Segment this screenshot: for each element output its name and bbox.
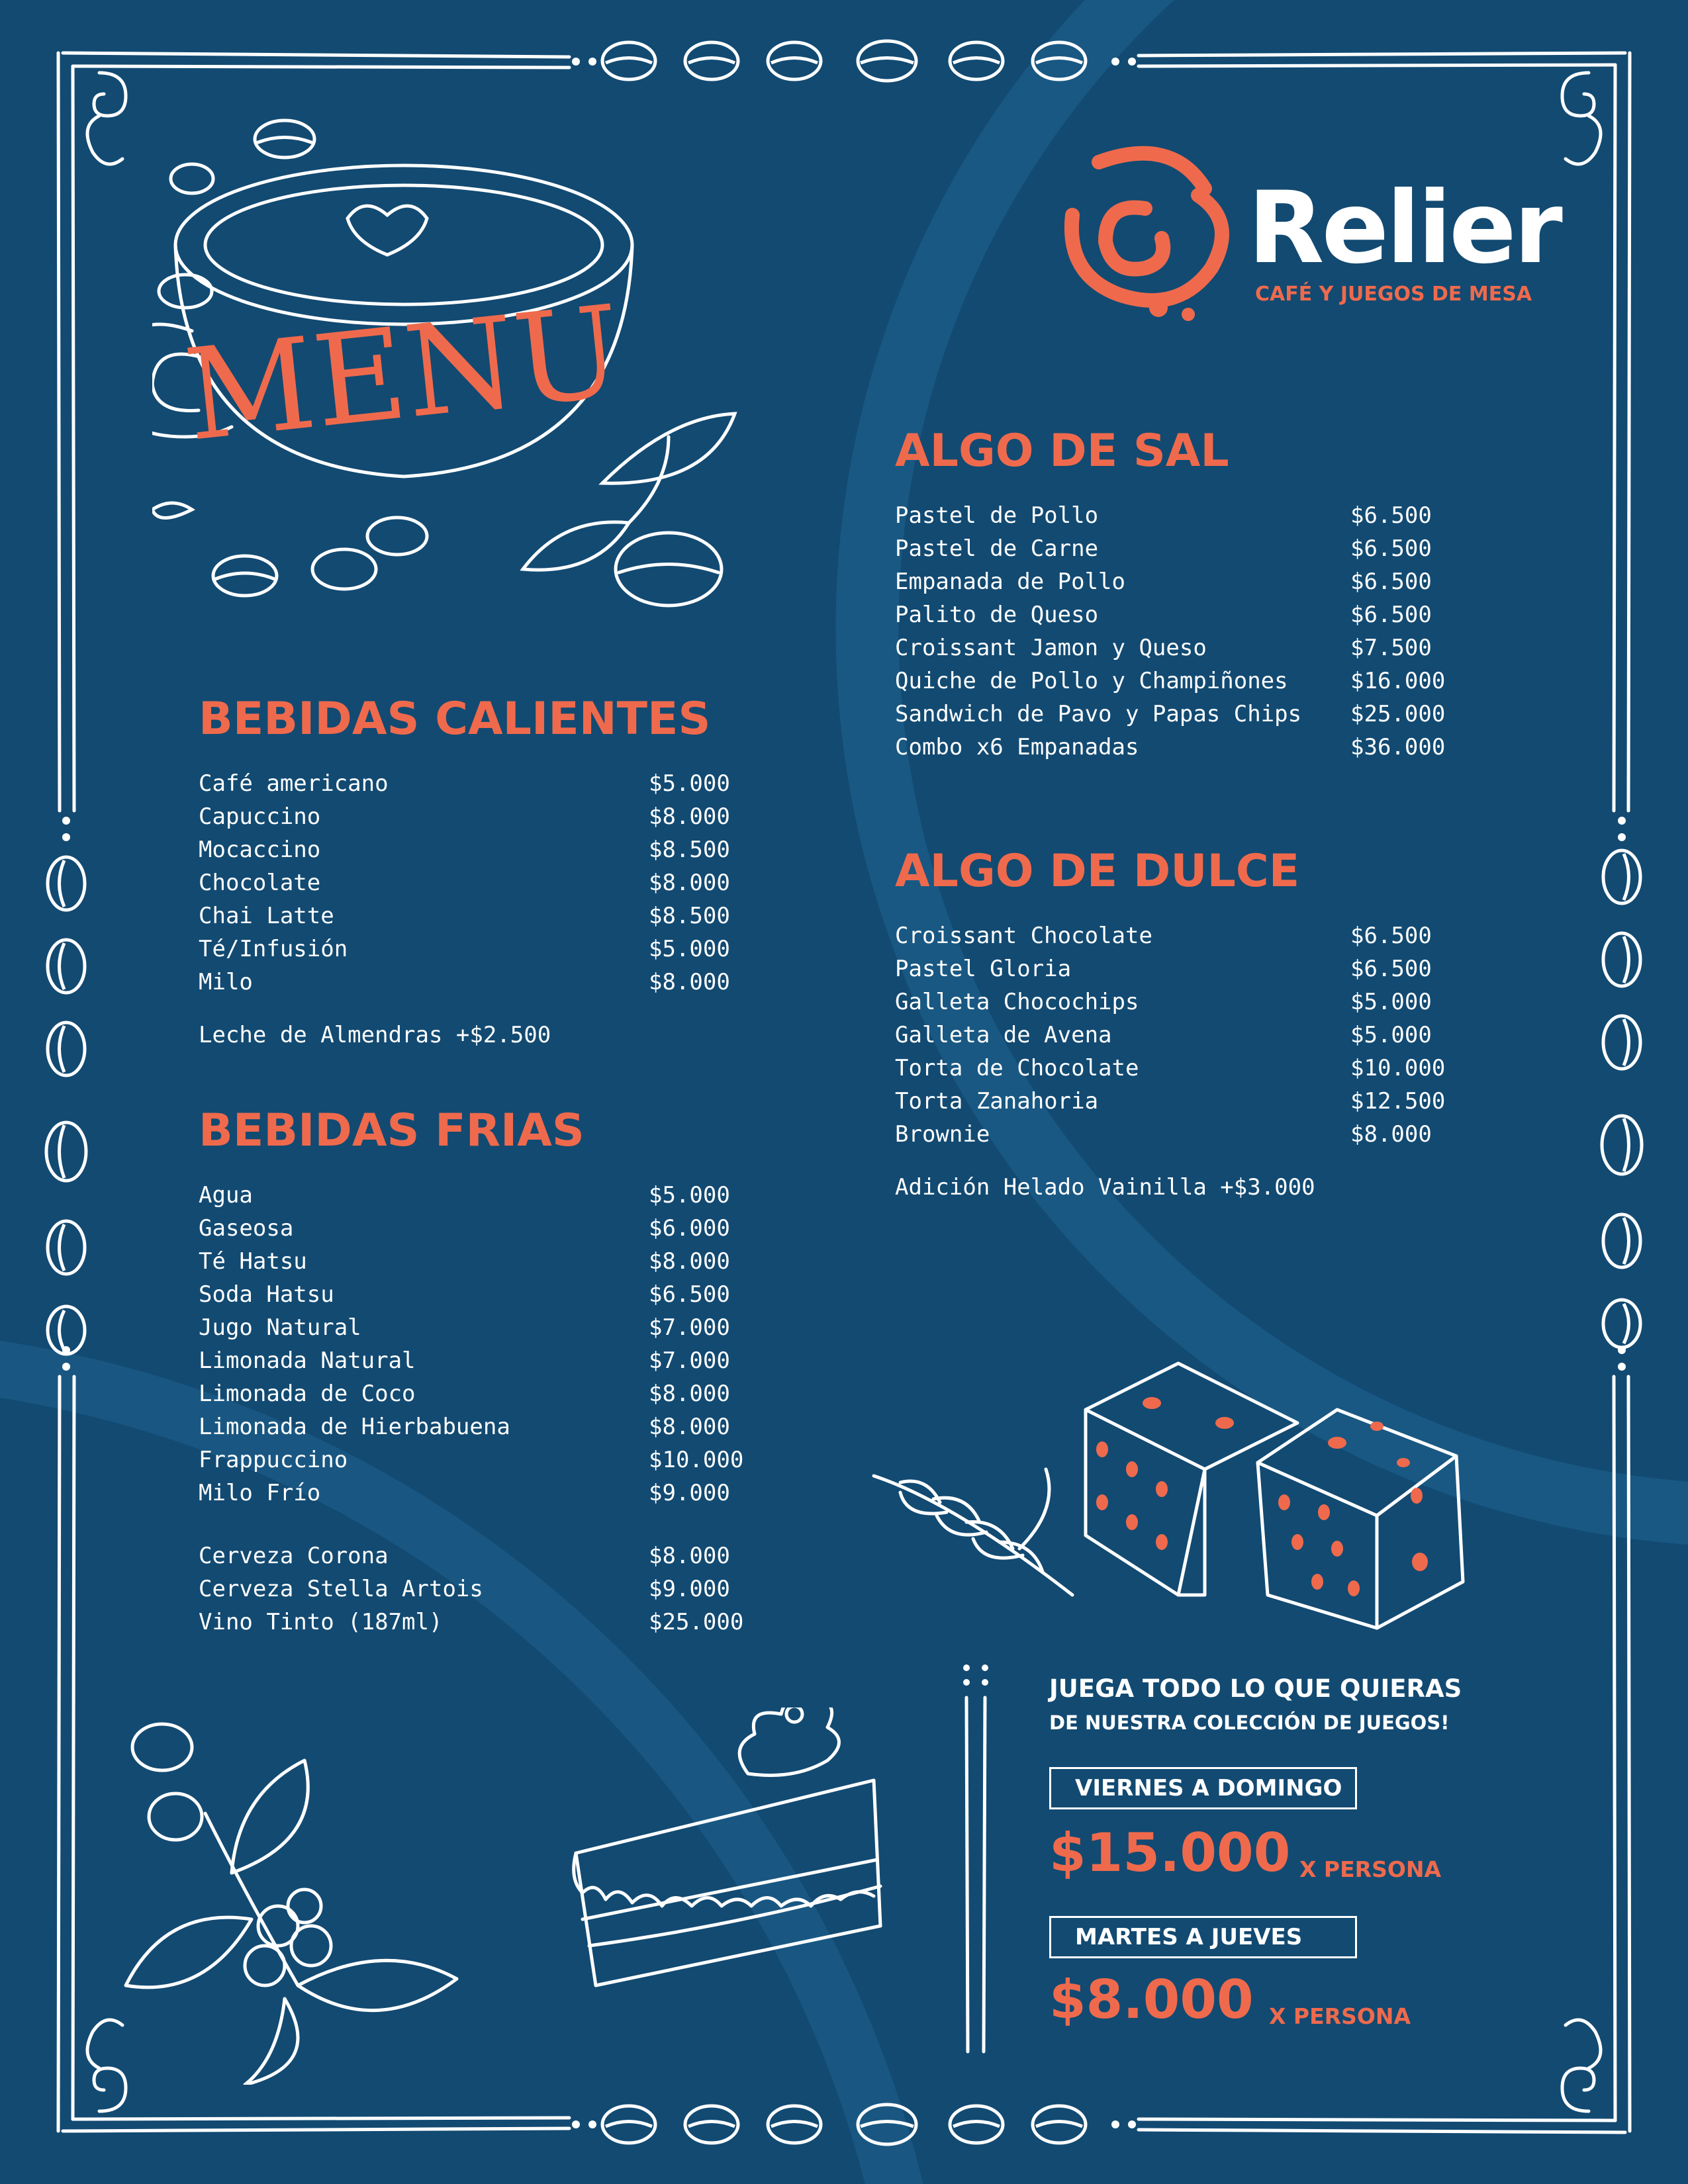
menu-item-price: $8.000 [649,1380,730,1407]
menu-item-price: $10.000 [1350,1054,1446,1081]
menu-item-name: Capuccino [199,803,321,830]
menu-item-name: Jugo Natural [199,1314,361,1341]
menu-item-price: $36.000 [1350,733,1446,760]
menu-item-name: Frappuccino [199,1446,348,1473]
menu-item-row [895,664,1491,698]
menu-item-price: $5.000 [649,935,730,962]
promo-headline: JUEGA TODO LO QUE QUIERAS [1049,1674,1462,1703]
menu-item-row [199,1443,794,1477]
menu-item-price: $5.000 [649,1181,730,1208]
menu-item-price: $6.000 [649,1214,730,1242]
menu-item-row [199,1477,794,1510]
section-algo-de-dulce [895,847,1491,1204]
menu-item-name: Galleta Chocochips [895,988,1139,1015]
menu-item-name: Palito de Queso [895,601,1099,628]
coffee-cup-illustration [152,113,748,629]
menu-item-row [895,698,1491,731]
menu-item-row [199,833,794,866]
menu-item-price: $9.000 [649,1479,730,1506]
menu-item-row [895,565,1491,598]
plan-unit: X PERSONA [1299,1856,1442,1882]
menu-item-price: $8.000 [649,1248,730,1275]
menu-item-name: Chai Latte [199,902,334,929]
menu-item-row [199,1606,794,1639]
menu-item-row [199,1539,794,1572]
section-algo-de-sal [895,427,1491,764]
menu-item-name: Brownie [895,1120,990,1148]
menu-item-row [199,1572,794,1606]
bottom-illustrations [119,1707,900,2085]
games-promo [1049,1674,1513,2045]
dice-illustration [861,1350,1489,1641]
menu-item-price: $16.000 [1350,667,1446,694]
menu-item-price: $7.000 [649,1314,730,1341]
menu-item-name: Limonada Natural [199,1347,416,1374]
menu-item-row [895,1052,1491,1085]
item-list-extra [199,1539,794,1639]
cake-slice-illustration [574,1707,880,1985]
promo-subheadline: DE NUESTRA COLECCIÓN DE JUEGOS! [1049,1711,1450,1734]
menu-item-row [199,933,794,966]
coffee-branch-illustration [126,1724,457,2085]
menu-item-price: $6.500 [1350,502,1432,529]
menu-item-row [895,532,1491,565]
menu-item-price: $6.500 [1350,568,1432,595]
plan-days: VIERNES A DOMINGO [1049,1767,1357,1809]
menu-item-name: Limonada de Coco [199,1380,416,1407]
item-list [199,1179,794,1510]
menu-item-price: $6.500 [649,1281,730,1308]
menu-item-price: $5.000 [1350,988,1432,1015]
brand-tagline: CAFÉ Y JUEGOS DE MESA [1255,283,1532,306]
menu-item-name: Chocolate [199,869,321,896]
menu-item-price: $6.500 [1350,601,1432,628]
menu-item-row [199,966,794,999]
menu-item-name: Limonada de Hierbabuena [199,1413,510,1440]
section-bebidas-calientes [199,695,794,1052]
menu-item-name: Milo Frío [199,1479,321,1506]
menu-item-price: $6.500 [1350,922,1432,949]
brand-name: Relier [1248,171,1560,286]
menu-item-price: $7.000 [649,1347,730,1374]
menu-item-row [895,731,1491,764]
menu-item-row [895,1118,1491,1151]
promo-divider [959,1661,998,2058]
section-title: ALGO DE SAL [895,425,1229,477]
menu-item-price: $25.000 [649,1608,744,1635]
menu-item-price: $6.500 [1350,955,1432,982]
menu-item-price: $10.000 [649,1446,744,1473]
menu-item-name: Mocaccino [199,836,321,863]
menu-item-name: Combo x6 Empanadas [895,733,1139,760]
menu-item-row [895,598,1491,631]
plan-days: MARTES A JUEVES [1049,1916,1357,1958]
menu-item-row [199,1311,794,1344]
menu-item-row [895,919,1491,952]
plan-price: $8.000 [1049,1969,1254,2030]
menu-item-row [895,952,1491,985]
menu-item-row [199,866,794,899]
menu-item-name: Cerveza Corona [199,1542,389,1569]
menu-item-row [895,631,1491,664]
section-title: BEBIDAS CALIENTES [199,693,711,745]
menu-item-price: $8.000 [649,968,730,995]
menu-item-price: $5.000 [649,770,730,797]
menu-item-row [895,985,1491,1019]
menu-item-name: Torta Zanahoria [895,1087,1099,1115]
menu-item-price: $8.000 [649,869,730,896]
menu-item-price: $8.000 [649,1542,730,1569]
menu-item-row [199,1278,794,1311]
plan-unit: X PERSONA [1269,2003,1411,2029]
menu-item-name: Vino Tinto (187ml) [199,1608,443,1635]
item-list [895,499,1491,764]
menu-item-row [199,1179,794,1212]
menu-item-price: $8.000 [649,803,730,830]
menu-item-name: Pastel de Carne [895,535,1099,562]
menu-item-price: $8.500 [649,836,730,863]
menu-item-name: Té Hatsu [199,1248,307,1275]
menu-item-row [199,800,794,833]
menu-item-name: Galleta de Avena [895,1021,1112,1048]
menu-item-row [199,1377,794,1410]
menu-item-row [199,1245,794,1278]
menu-item-name: Milo [199,968,253,995]
menu-item-price: $8.000 [649,1413,730,1440]
section-note: Leche de Almendras +$2.500 [199,1021,551,1048]
menu-item-row [895,1085,1491,1118]
menu-item-row [199,899,794,933]
menu-item-name: Empanada de Pollo [895,568,1125,595]
menu-item-name: Soda Hatsu [199,1281,334,1308]
plan-price: $15.000 [1049,1822,1291,1884]
brand-logo [1059,136,1560,314]
menu-item-price: $5.000 [1350,1021,1432,1048]
menu-item-name: Pastel de Pollo [895,502,1099,529]
menu-item-row [895,1019,1491,1052]
relier-logo-icon [1059,136,1244,334]
menu-item-name: Gaseosa [199,1214,294,1242]
item-list [199,767,794,999]
coffee-bean-icon [602,2105,1086,2144]
menu-item-price: $8.000 [1350,1120,1432,1148]
menu-item-row [199,1344,794,1377]
item-list [895,919,1491,1151]
menu-item-name: Agua [199,1181,253,1208]
menu-item-row [895,499,1491,532]
menu-word: MENU [178,278,628,469]
coffee-bean-icon [602,41,1086,81]
menu-item-price: $25.000 [1350,700,1446,727]
menu-item-name: Quiche de Pollo y Champiñones [895,667,1288,694]
menu-item-name: Torta de Chocolate [895,1054,1139,1081]
menu-item-name: Pastel Gloria [895,955,1072,982]
menu-item-row [199,1212,794,1245]
menu-item-name: Croissant Chocolate [895,922,1152,949]
menu-item-name: Café americano [199,770,389,797]
menu-item-name: Té/Infusión [199,935,348,962]
coffee-bean-icon [46,857,86,1354]
menu-item-name: Cerveza Stella Artois [199,1575,483,1602]
menu-item-price: $7.500 [1350,634,1432,661]
menu-item-row [199,767,794,800]
menu-item-name: Croissant Jamon y Queso [895,634,1207,661]
menu-item-price: $6.500 [1350,535,1432,562]
menu-item-price: $8.500 [649,902,730,929]
menu-item-row [199,1410,794,1443]
menu-item-price: $9.000 [649,1575,730,1602]
coffee-bean-icon [1602,850,1642,1347]
menu-item-name: Sandwich de Pavo y Papas Chips [895,700,1302,727]
section-title: ALGO DE DULCE [895,845,1300,897]
section-title: BEBIDAS FRIAS [199,1105,585,1157]
menu-item-price: $12.500 [1350,1087,1446,1115]
section-note: Adición Helado Vainilla +$3.000 [895,1173,1315,1201]
section-bebidas-frias [199,1107,794,1639]
